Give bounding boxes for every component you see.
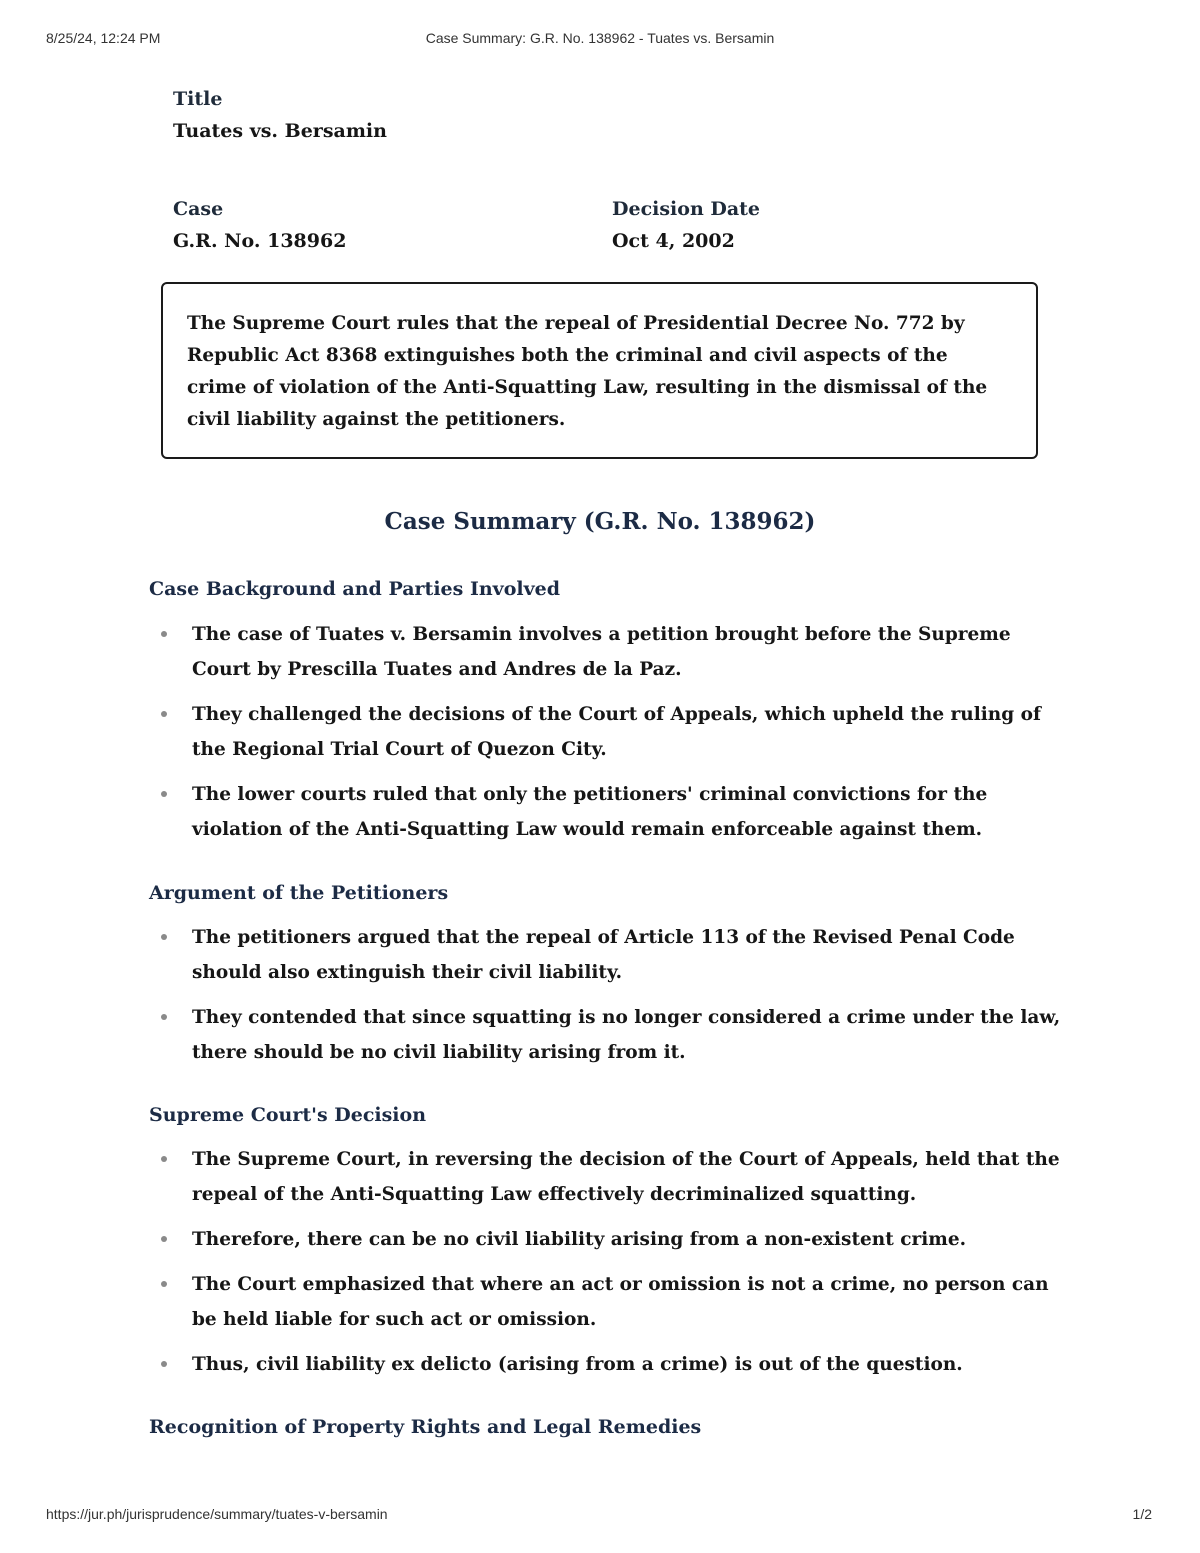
bullet-dot <box>161 1361 167 1367</box>
list-item-text: Thus, civil liability ex delicto (arising from a crime) is out of the question. <box>192 1354 963 1375</box>
bullet-list-background <box>149 617 1064 857</box>
print-footer <box>0 1506 1200 1526</box>
section-heading-background: Case Background and Parties Involved <box>149 578 560 600</box>
bullet-dot <box>161 1236 167 1242</box>
list-item <box>149 617 1064 687</box>
verdict-box <box>161 282 1038 459</box>
list-item-text: The Court emphasized that where an act or omission is not a crime, no person can be held liable for such act or omission. <box>192 1274 1049 1330</box>
section-heading-decision: Supreme Court's Decision <box>149 1104 427 1126</box>
list-item <box>149 1000 1064 1070</box>
list-item-text: The case of Tuates v. Bersamin involves a petition brought before the Supreme Court by Prescilla Tuates and Andres de la Paz. <box>192 624 1011 680</box>
bullet-list-decision <box>149 1142 1064 1392</box>
bullet-dot <box>161 934 167 940</box>
bullet-dot <box>161 631 167 637</box>
list-item-text: The petitioners argued that the repeal of Article 113 of the Revised Penal Code should also extinguish their civil liability. <box>192 927 1015 983</box>
section-heading-petitioners: Argument of the Petitioners <box>149 882 449 904</box>
print-header <box>0 30 1200 50</box>
case-label: Case <box>173 198 224 220</box>
decision-date: Oct 4, 2002 <box>612 230 735 252</box>
print-page-title: Case Summary: G.R. No. 138962 - Tuates vs. Bersamin <box>425 30 775 46</box>
list-item <box>149 697 1064 767</box>
section-heading-property-rights: Recognition of Property Rights and Legal Remedies <box>149 1416 702 1438</box>
list-item-text: They contended that since squatting is no longer considered a crime under the law, there should be no civil liability arising from it. <box>192 1007 1061 1063</box>
page-number: 1/2 <box>1132 1506 1152 1522</box>
list-item <box>149 777 1064 847</box>
title-label: Title <box>173 88 223 110</box>
list-item <box>149 1267 1064 1337</box>
list-item <box>149 1347 1064 1382</box>
summary-title: Case Summary (G.R. No. 138962) <box>384 508 816 535</box>
list-item <box>149 920 1064 990</box>
list-item-text: The Supreme Court, in reversing the decision of the Court of Appeals, held that the repeal of the Anti-Squatting Law effectively decriminalized squatting. <box>192 1149 1060 1205</box>
bullet-dot <box>161 791 167 797</box>
case-title: Tuates vs. Bersamin <box>173 120 387 142</box>
bullet-dot <box>161 1281 167 1287</box>
bullet-dot <box>161 1156 167 1162</box>
bullet-list-petitioners <box>149 920 1064 1080</box>
list-item <box>149 1222 1064 1257</box>
bullet-dot <box>161 1014 167 1020</box>
list-item-text: The lower courts ruled that only the petitioners' criminal convictions for the violation of the Anti-Squatting Law would remain enforceable against them. <box>192 784 988 840</box>
page-url: https://jur.ph/jurisprudence/summary/tuates-v-bersamin <box>46 1506 388 1522</box>
verdict-text: The Supreme Court rules that the repeal of Presidential Decree No. 772 by Republic Act 8368 extinguishes both the criminal and civil aspects of the crime of violation of the Anti-Squatting Law, resulting in the dismissal of the civil liability against the petitioners. <box>187 313 988 430</box>
case-number: G.R. No. 138962 <box>173 230 347 252</box>
bullet-dot <box>161 711 167 717</box>
print-datetime: 8/25/24, 12:24 PM <box>46 30 161 46</box>
decision-date-label: Decision Date <box>612 198 761 220</box>
list-item-text: They challenged the decisions of the Court of Appeals, which upheld the ruling of the Regional Trial Court of Quezon City. <box>192 704 1041 760</box>
list-item-text: Therefore, there can be no civil liability arising from a non-existent crime. <box>192 1229 967 1250</box>
list-item <box>149 1142 1064 1212</box>
